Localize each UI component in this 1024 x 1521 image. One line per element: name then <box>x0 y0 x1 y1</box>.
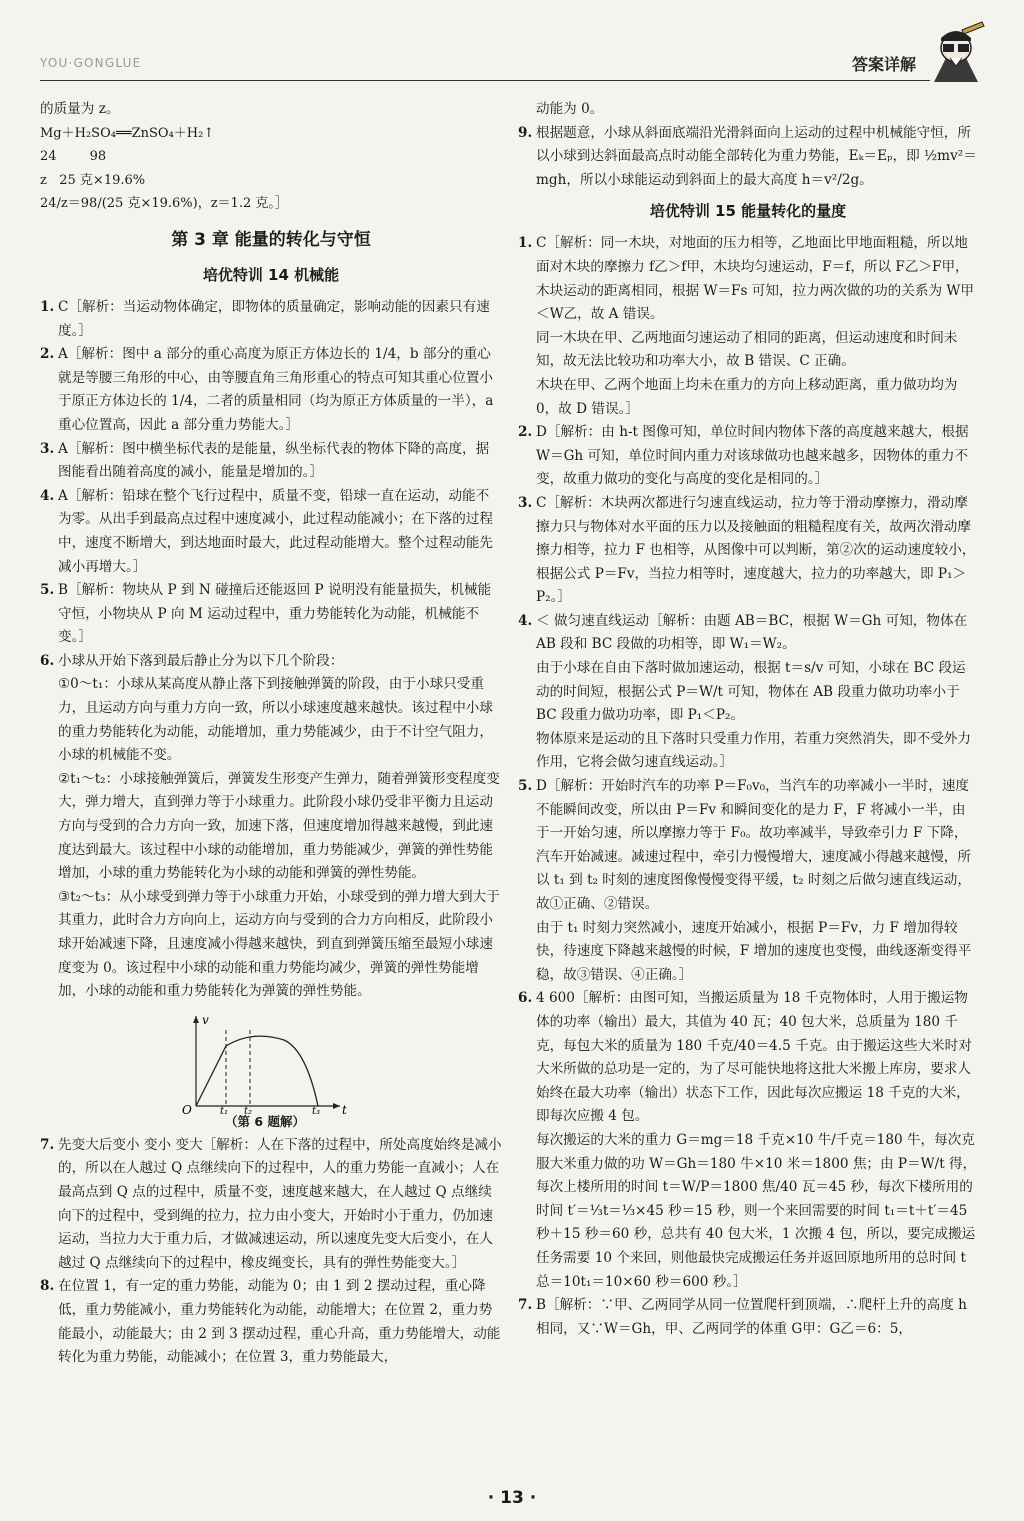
item-number: 5. <box>40 582 55 599</box>
item-number: 3. <box>40 440 55 457</box>
item-text: 物体原来是运动的且下落时只受重力作用，若重力突然消失，即不受外力作用，它将会做匀速直线运动。］ <box>536 730 971 771</box>
item-number: 5. <box>518 778 533 795</box>
item-number: 9. <box>518 124 533 141</box>
item-text: 4 600［解析：由图可知，当搬运质量为 18 千克物体时，人用于搬运物体的功率（输出）最大，其值为 40 瓦；40 包大米，总质量为 180 千克，每包大米的质量为 180 千克/40＝4.5 千克。由于搬运这些大米时对大米所做的总功是一定的，为了尽可能快地将这批大米搬上库房，要求人始终在最大功率（输出）状态下工作，因此每次应搬运 18 千克的大米，即每次应搬 4 包。 <box>536 990 972 1125</box>
item-text: A［解析：铅球在整个飞行过程中，质量不变，铅球一直在运动，动能不为零。从出手到最高点过程中速度减小，此过程动能减小；在下落的过程中，速度不断增大，到达地面时最大，此过程动能增大。整个过程动能先减小再增大。］ <box>58 487 493 575</box>
answer-item <box>518 327 978 374</box>
answer-item <box>518 610 978 657</box>
velocity-time-graph <box>180 1010 350 1114</box>
q6-stage: ②t₁～t₂：小球接触弹簧后，弹簧发生形变产生弹力，随着弹簧形变程度变大，弹力增大，直到弹力等于小球重力。此阶段小球仍受非平衡力且运动方向与受到的合力方向一致，加速下落，但速度增加得越来越慢，到此速度达到最大。该过程中小球的动能增加，重力势能减少，弹簧的弹性势能增加，小球的重力势能转化为小球的动能和弹簧的弹性势能。 <box>58 770 500 882</box>
v-label: v <box>202 1012 209 1027</box>
page-number: · 13 · <box>487 1488 537 1508</box>
answer-item <box>40 296 502 343</box>
item-number: 6. <box>40 652 55 669</box>
answer-item <box>40 1134 502 1276</box>
item-text: 根据题意，小球从斜面底端沿光滑斜面向上运动的过程中机械能守恒，所以小球到达斜面最高点时动能全部转化为重力势能，Eₖ＝Eₚ，即 ½mv²＝mgh，所以小球能运动到斜面上的最大高度 h＝v²/2g。 <box>536 124 977 188</box>
answer-item <box>518 1129 978 1294</box>
q6-stage: ③t₂～t₃：从小球受到弹力等于小球重力开始，小球受到的弹力增大到大于其重力，此时合力方向向上，运动方向与受到的合力方向相反，此阶段小球开始减速下降，且速度减小得越来越快，到直到弹簧压缩至最短小球速度变为 0。该过程中小球的动能和重力势能均减少，弹簧的弹性势能增加，小球的动能和重力势能转化为弹簧的弹性势能。 <box>58 888 500 1000</box>
answer-item <box>40 438 502 485</box>
item-text: C［解析：当运动物体确定，即物体的质量确定，影响动能的因素只有速度。］ <box>58 298 490 339</box>
item-text: 每次搬运的大米的重力 G＝mg＝18 千克×10 牛/千克＝180 牛，每次克服大米重力做的功 W＝Gh＝180 牛×10 米＝1800 焦；由 P＝W/t 得，每次上楼所用的时间 t＝W/P＝1800 焦/40 瓦＝45 秒，每次下楼所用的时间 t′＝⅓t＝⅓×45 秒＝15 秒，则一个来回需要的时间 t₁＝t＋t′＝45 秒＋15 秒＝60 秒，总共有 40 包大米，1 次搬 4 包，所以，要完成搬运任务需要 10 个来回，则他最快完成搬运任务并返回原地所用的总时间 t总＝10t₁＝10×60 秒＝600 秒。］ <box>536 1131 977 1290</box>
item-text: B［解析：∵甲、乙两同学从同一位置爬杆到顶端，∴爬杆上升的高度 h 相同，又∵W＝Gh，甲、乙两同学的体重 G甲：G乙＝6：5， <box>536 1297 967 1337</box>
chapter-title: 第 3 章 能量的转化与守恒 <box>171 229 371 250</box>
item-text: D［解析：由 h-t 图像可知，单位时间内物体下落的高度越来越大，根据 W＝Gh 可知，单位时间内重力对该球做功也越来越多，因物体的重力不变，故重力做功的变化与高度的变化是相同的。］ <box>536 424 969 488</box>
velocity-curve <box>196 1036 318 1106</box>
equation-line: 24 98 <box>40 149 107 165</box>
mascot-illustration <box>924 20 988 86</box>
item-text: 木块在甲、乙两个地面上均未在重力的方向上移动距离，重力做功均为 0，故 D 错误。］ <box>536 376 958 417</box>
item-text: C［解析：木块两次都进行匀速直线运动，拉力等于滑动摩擦力，滑动摩擦力只与物体对水平面的压力以及接触面的粗糙程度有关，故两次滑动摩擦力相等，拉力 F 也相等，从图像中可以判断，第②次的运动速度较小，根据公式 P＝Fv，当拉力相等时，速度越大，拉力的功率越大，即 P₁＞P₂。］ <box>536 494 976 606</box>
answer-item <box>40 343 502 437</box>
item-text: 由于 t₁ 时刻力突然减小，速度开始减小，根据 P＝Fv，力 F 增加得较快，待速度下降越来越慢的时候，F 增加的速度也变慢，曲线逐渐变得平稳，故③错误、④正确。］ <box>536 919 972 983</box>
answer-item <box>40 485 502 579</box>
header-rule <box>40 80 930 81</box>
t2-label: t₂ <box>244 1105 253 1114</box>
answer-item <box>40 650 502 674</box>
item-number: 2. <box>518 424 533 441</box>
item-text: ＜ 做匀速直线运动［解析：由题 AB＝BC，根据 W＝Gh 可知，物体在 AB 段和 BC 段做的功相等，即 W₁＝W₂。 <box>536 612 968 653</box>
item-number: 1. <box>40 298 55 315</box>
answer-item <box>518 728 978 775</box>
t-axis-arrow <box>333 1103 340 1109</box>
answer-item <box>40 1275 502 1369</box>
item-text: B［解析：物块从 P 到 N 碰撞后还能返回 P 说明没有能量损失，机械能守恒，小物块从 P 向 M 运动过程中，重力势能转化为动能，机械能不变。］ <box>58 582 492 646</box>
answer-item <box>518 917 978 988</box>
q6-velocity-graph <box>180 1010 350 1130</box>
v-axis-arrow <box>193 1016 199 1023</box>
answer-item <box>518 232 978 326</box>
equation-line: 24/z＝98/(25 克×19.6%)，z＝1.2 克。］ <box>40 196 288 212</box>
item-text: 小球从开始下落到最后静止分为以下几个阶段： <box>58 652 344 669</box>
item-text: 在位置 1，有一定的重力势能，动能为 0；由 1 到 2 摆动过程，重心降低，重力势能减小，重力势能转化为动能，动能增大；在位置 2，重力势能最小，动能最大；由 2 到 3 摆动过程，重心升高，重力势能增大，动能转化为重力势能，动能减小；在位置 3，重力势能最大， <box>58 1278 501 1366</box>
answer-item <box>518 122 978 193</box>
item-text: 由于小球在自由下落时做加速运动，根据 t＝s/v 可知，小球在 BC 段运动的时间短，根据公式 P＝W/t 可知，物体在 AB 段重力做功功率小于 BC 段重力做功功率，即 P₁＜P₂。 <box>536 660 966 724</box>
item-number: 4. <box>40 487 55 504</box>
q6-stage: ①0～t₁：小球从某高度从静止落下到接触弹簧的阶段，由于小球只受重力，且运动方向与重力方向一致，所以小球速度越来越快。该过程中小球的重力势能转化为动能，动能增加，重力势能减少，由于不计空气阻力，小球的机械能不变。 <box>58 676 493 764</box>
item-text: A［解析：图中 a 部分的重心高度为原正方体边长的 1/4，b 部分的重心就是等腰三角形的中心，由等腰直角三角形重心的特点可知其重心位置小于原正方体边长的 1/4，二者的质量相同（均为原正方体质量的一半），a 重心位置高，因此 a 部分重力势能大。］ <box>58 346 494 433</box>
answer-item <box>518 492 978 610</box>
answer-item <box>518 374 978 421</box>
item-number: 7. <box>518 1297 533 1314</box>
answer-item <box>40 579 502 650</box>
item-number: 2. <box>40 346 55 363</box>
answer-item <box>518 421 978 492</box>
answer-item <box>518 987 978 1129</box>
page-header <box>0 0 1024 92</box>
continued-text: 动能为 0。 <box>536 101 604 117</box>
equation-line: Mg＋H₂SO₄══ZnSO₄＋H₂↑ <box>40 125 215 141</box>
equation-line: z 25 克×19.6% <box>40 172 146 188</box>
item-text: D［解析：开始时汽车的功率 P＝F₀v₀，当汽车的功率减小一半时，速度不能瞬间改变，所以由 P＝Fv 和瞬间变化的是力 F，F 将减小一半，由于一开始匀速，所以摩擦力等于 F₀。故功率减半，导致牵引力 F 下降，汽车开始减速。减速过程中，牵引力慢慢增大，速度减小得越来越慢，所以 t₁ 到 t₂ 时刻的速度图像慢慢变得平缓，t₂ 时刻之后做匀速直线运动，故①正确、②错误。 <box>536 778 971 912</box>
item-number: 3. <box>518 494 533 511</box>
origin-label: O <box>182 1102 192 1114</box>
section-title: 培优特训 14 机械能 <box>202 265 340 284</box>
header-title: 答案详解 <box>852 55 917 74</box>
answer-item <box>518 775 978 917</box>
item-text: 先变大后变小 变小 变大［解析：人在下落的过程中，所处高度始终是减小的，所以在人越过 Q 点继续向下的过程中，人的重力势能一直减小；人在最高点到 Q 点的过程中，质量不变，速度越来越大，在人越过 Q 点继续向下的过程中，受到绳的拉力，拉力由小变大，开始时小于重力，仍加速运动，当拉力大于重力后，才做减速运动，所以速度先变大后变小，在人越过 Q 点继续向下的过程中，橡皮绳变长，具有的弹性势能变大。］ <box>58 1136 502 1271</box>
item-text: C［解析：同一木块，对地面的压力相等，乙地面比甲地面粗糙，所以地面对木块的摩擦力 f乙＞f甲，木块均匀速运动，F＝f，所以 F乙＞F甲，木块运动的距离相同，根据 W＝Fs 可知，拉力两次做的功的关系为 W甲＜W乙，故 A 错误。 <box>536 235 974 323</box>
answer-item <box>518 1294 978 1341</box>
left-column <box>40 98 502 1370</box>
t-label: t <box>342 1102 347 1114</box>
figure-caption: （第 6 题解） <box>225 1113 305 1129</box>
item-number: 8. <box>40 1278 55 1295</box>
item-text: A［解析：图中横坐标代表的是能量，纵坐标代表的物体下降的高度，据图能看出随着高度的减小，能量是增加的。］ <box>58 440 490 481</box>
brand-mark: YOU·GONGLUE <box>40 56 142 70</box>
t1-label: t₁ <box>220 1105 229 1114</box>
intro-line: 的质量为 z。 <box>40 101 120 117</box>
section-title: 培优特训 15 能量转化的量度 <box>649 202 847 221</box>
item-number: 4. <box>518 612 533 629</box>
t3-label: t₃ <box>312 1105 321 1114</box>
item-number: 1. <box>518 235 533 252</box>
item-number: 6. <box>518 990 533 1007</box>
right-column <box>518 98 978 1341</box>
item-number: 7. <box>40 1136 55 1153</box>
answer-item <box>518 657 978 728</box>
item-text: 同一木块在甲、乙两地面匀速运动了相同的距离，但运动速度和时间未知，故无法比较功和功率大小，故 B 错误、C 正确。 <box>536 329 958 370</box>
